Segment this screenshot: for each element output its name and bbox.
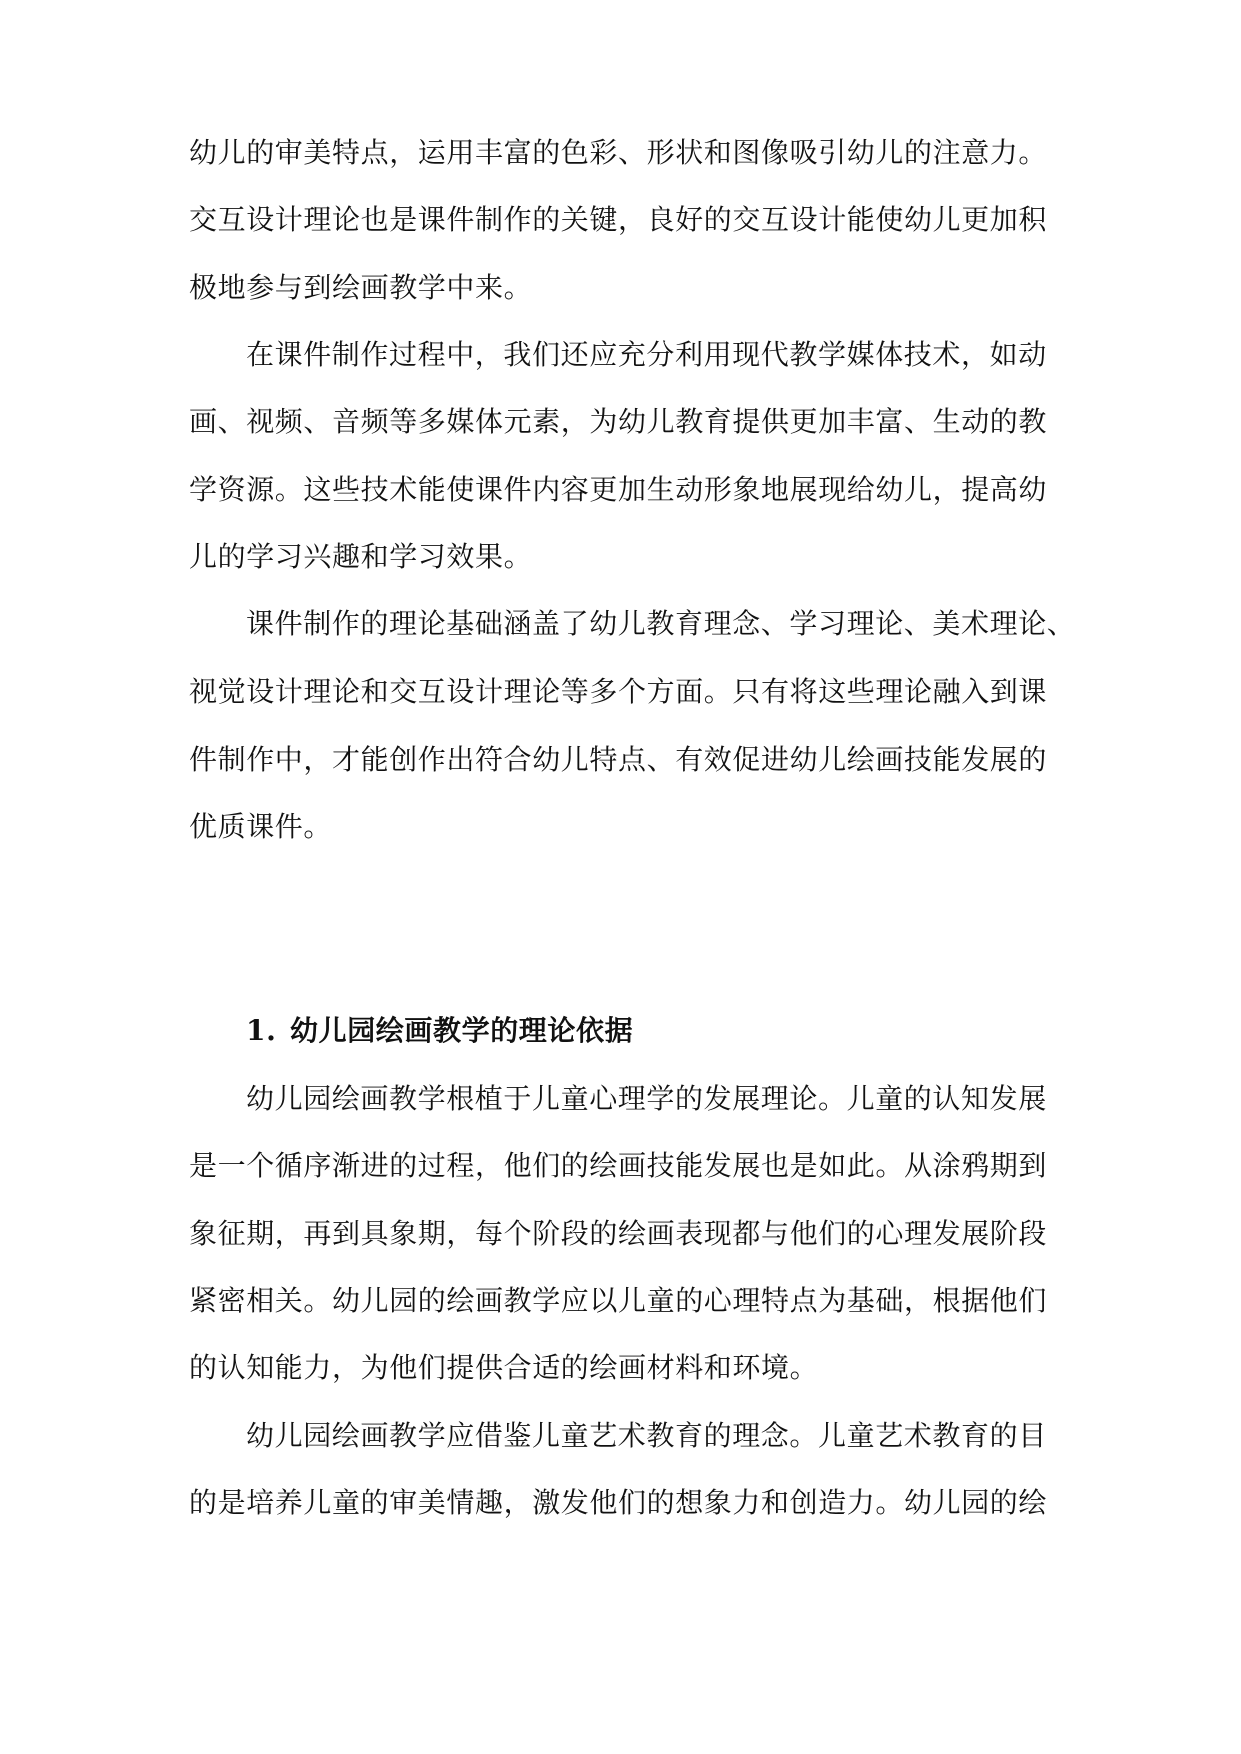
paragraph-1-line-1: 幼儿的审美特点，运用丰富的色彩、形状和图像吸引幼儿的注意力。 — [189, 136, 1048, 169]
paragraph-4-line-1: 幼儿园绘画教学根植于儿童心理学的发展理论。儿童的认知发展 — [246, 1082, 1047, 1115]
paragraph-2-line-3: 学资源。这些技术能使课件内容更加生动形象地展现给幼儿，提高幼 — [189, 473, 1048, 506]
paragraph-4-line-3: 象征期，再到具象期，每个阶段的绘画表现都与他们的心理发展阶段 — [189, 1217, 1048, 1250]
section-heading — [246, 1011, 633, 1051]
paragraph-1-line-2: 交互设计理论也是课件制作的关键，良好的交互设计能使幼儿更加积 — [189, 203, 1048, 236]
paragraph-4-line-4: 紧密相关。幼儿园的绘画教学应以儿童的心理特点为基础，根据他们 — [189, 1284, 1048, 1317]
paragraph-2-line-4: 儿的学习兴趣和学习效果。 — [189, 540, 533, 573]
section-heading-number: 1. — [246, 1014, 277, 1047]
paragraph-4-line-2: 是一个循序渐进的过程，他们的绘画技能发展也是如此。从涂鸦期到 — [189, 1149, 1048, 1182]
paragraph-4-line-5: 的认知能力，为他们提供合适的绘画材料和环境。 — [189, 1351, 819, 1384]
paragraph-5-line-2: 的是培养儿童的审美情趣，激发他们的想象力和创造力。幼儿园的绘 — [189, 1486, 1048, 1519]
section-heading-title: 幼儿园绘画教学的理论依据 — [290, 1014, 634, 1047]
paragraph-5-line-1: 幼儿园绘画教学应借鉴儿童艺术教育的理念。儿童艺术教育的目 — [246, 1419, 1047, 1452]
paragraph-2-line-1: 在课件制作过程中，我们还应充分利用现代教学媒体技术，如动 — [246, 338, 1047, 371]
paragraph-3-line-2: 视觉设计理论和交互设计理论等多个方面。只有将这些理论融入到课 — [189, 675, 1048, 708]
paragraph-3-line-3: 件制作中，才能创作出符合幼儿特点、有效促进幼儿绘画技能发展的 — [189, 743, 1048, 776]
paragraph-3-line-4: 优质课件。 — [189, 810, 333, 843]
paragraph-1-line-3: 极地参与到绘画教学中来。 — [189, 271, 533, 304]
paragraph-2-line-2: 画、视频、音频等多媒体元素，为幼儿教育提供更加丰富、生动的教 — [189, 405, 1048, 438]
paragraph-3-line-1: 课件制作的理论基础涵盖了幼儿教育理念、学习理论、美术理论、 — [246, 607, 1076, 640]
